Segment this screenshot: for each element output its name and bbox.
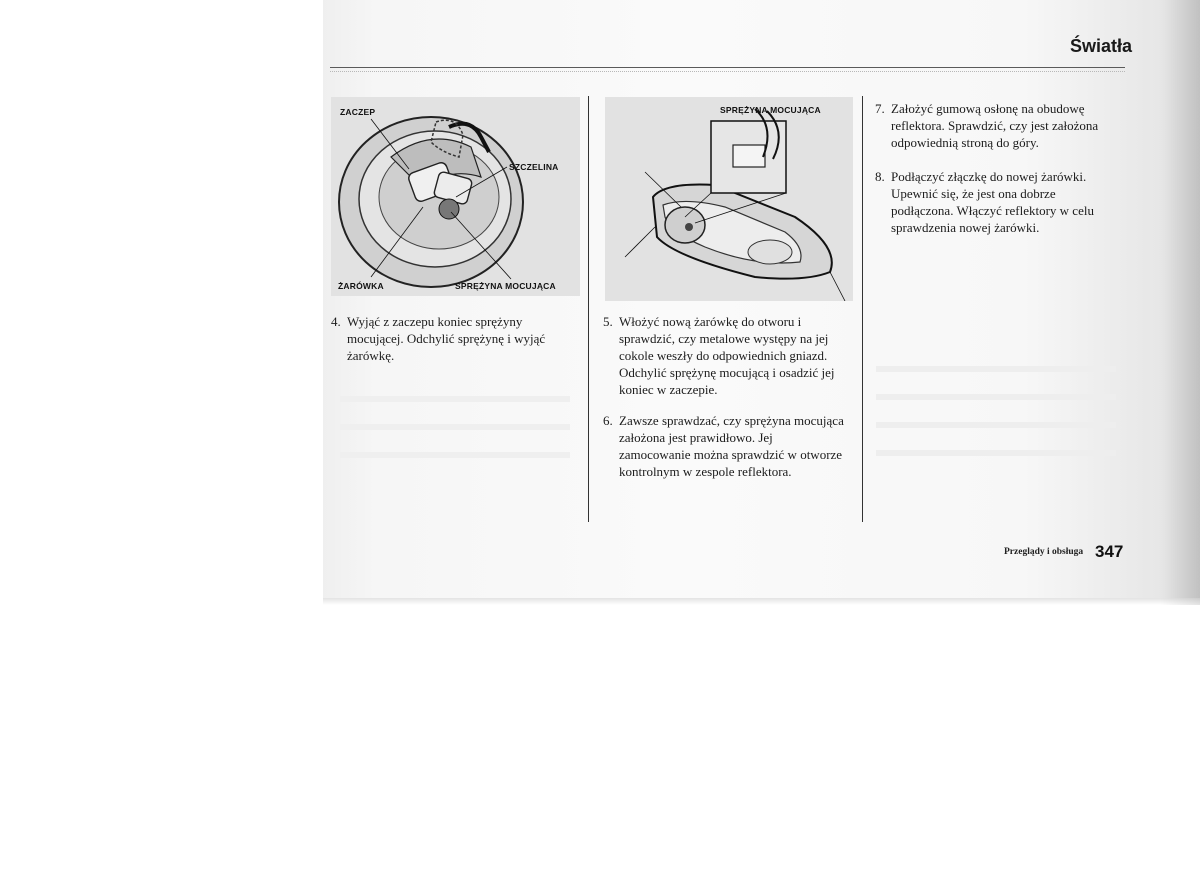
step-line: Wyjąć z zaczepu koniec sprężyny: [347, 314, 523, 329]
step-number: 6.: [603, 413, 613, 428]
step-line: odpowiednią stroną do góry.: [891, 135, 1039, 150]
ghost-show-through-right: [876, 350, 1116, 490]
step-4: [331, 313, 581, 364]
page-bottom-shadow: [323, 598, 1200, 605]
ghost-show-through-left: [340, 380, 570, 500]
step-8: [875, 168, 1130, 236]
step-line: żarówkę.: [347, 348, 395, 363]
step-7: [875, 100, 1130, 151]
step-line: założona jest prawidłowo. Jej: [619, 430, 773, 445]
header-rule: [330, 67, 1125, 68]
step-line: mocującej. Odchylić sprężynę i wyjąć: [347, 331, 546, 346]
label-bulb: ŻARÓWKA: [338, 281, 384, 291]
step-line: podłączona. Włączyć reflektory w celu: [891, 203, 1094, 218]
label-slot: SZCZELINA: [509, 162, 559, 172]
step-line: Upewnić się, że jest ona dobrze: [891, 186, 1056, 201]
step-6: [603, 412, 861, 480]
step-number: 7.: [875, 101, 885, 116]
document-page: [323, 0, 1200, 605]
step-line: sprawdzić, czy metalowe występy na jej: [619, 331, 829, 346]
step-line: Założyć gumową osłonę na obudowę: [891, 101, 1085, 116]
step-number: 4.: [331, 314, 341, 329]
header-rule-dots: [330, 71, 1125, 72]
step-5: [603, 313, 861, 398]
column-divider-2: [862, 96, 863, 522]
headlight-illustration: [605, 97, 853, 301]
step-line: Odchylić sprężynę mocującą i osadzić jej: [619, 365, 835, 380]
label-retaining-spring-right: SPRĘŻYNA MOCUJĄCA: [720, 105, 821, 115]
step-line: koniec w zaczepie.: [619, 382, 718, 397]
column-3-steps: [875, 100, 1130, 250]
step-number: 5.: [603, 314, 613, 329]
column-2-steps: [603, 313, 861, 494]
bulb-socket-illustration: [331, 97, 580, 296]
figure-headlight-assembly: [605, 97, 853, 301]
step-line: kontrolnym w zespole reflektora.: [619, 464, 792, 479]
footer-section-name: Przeglądy i obsługa: [1004, 547, 1084, 557]
step-line: zamocowanie można sprawdzić w otworze: [619, 447, 843, 462]
page-edge-shade: [1160, 0, 1200, 605]
step-line: Włożyć nową żarówkę do otworu i: [619, 314, 802, 329]
label-retaining-spring: SPRĘŻYNA MOCUJĄCA: [455, 281, 556, 291]
section-title: Światła: [1070, 36, 1133, 56]
label-clip: ZACZEP: [340, 107, 376, 117]
column-divider-1: [588, 96, 589, 522]
step-number: 8.: [875, 169, 885, 184]
page-number: 347: [1095, 542, 1124, 561]
figure-bulb-socket: [331, 97, 580, 296]
step-line: Podłączyć złączkę do nowej żarówki.: [891, 169, 1087, 184]
column-1-steps: [331, 313, 581, 378]
step-line: cokole weszły do odpowiednich gniazd.: [619, 348, 828, 363]
step-line: sprawdzenia nowej żarówki.: [891, 220, 1040, 235]
step-line: Zawsze sprawdzać, czy sprężyna mocująca: [619, 413, 844, 428]
step-line: reflektora. Sprawdzić, czy jest założona: [891, 118, 1099, 133]
